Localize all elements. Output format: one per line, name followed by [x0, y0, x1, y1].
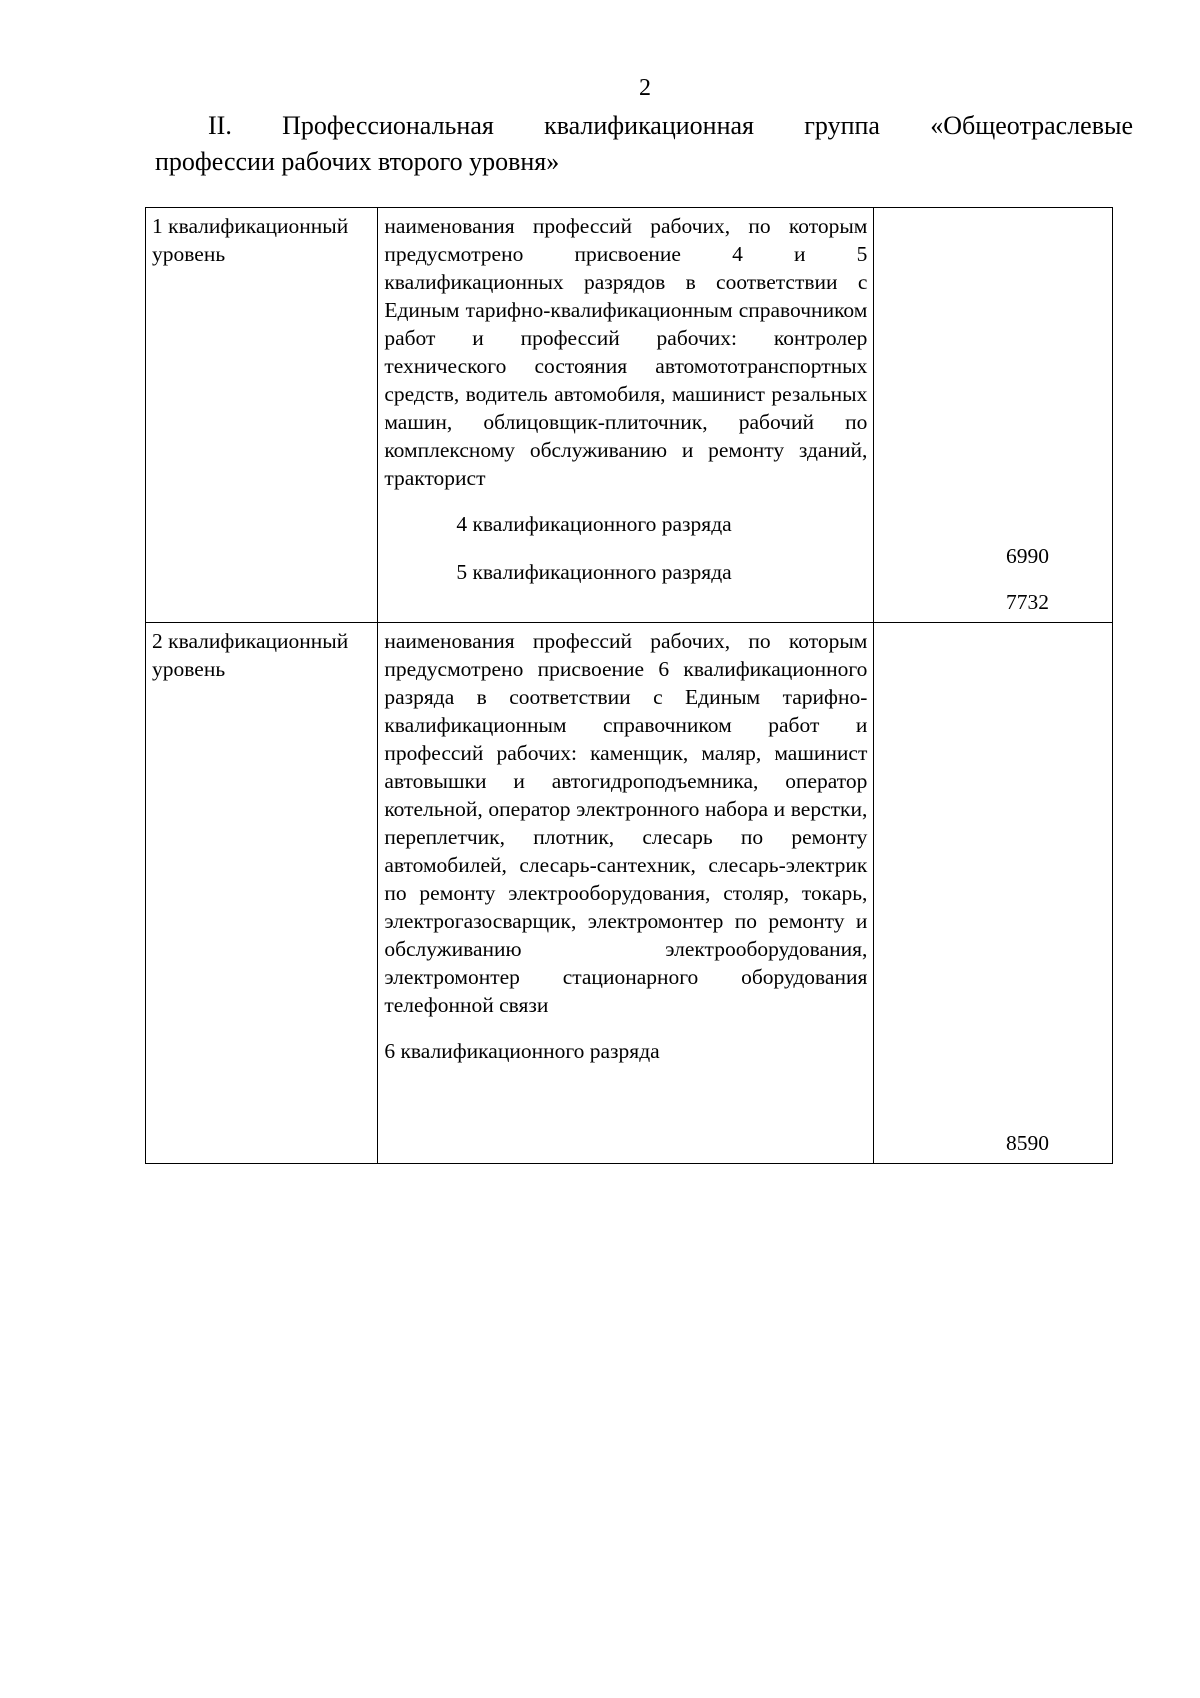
- profession-description: наименования профессий рабочих, по которым предусмотрено присвоение 4 и 5 квалификационных разрядов в соответствии с Единым тарифно-квалификационным справочником работ и профессий рабочих: контролер технического состояния автомототранспортных средств, водитель автомобиля, машинист резальных машин, облицовщик-плиточник, рабочий по комплексному обслуживанию и ремонту зданий, тракторист: [384, 214, 868, 490]
- salary-cell: [874, 208, 1113, 623]
- description-cell: [378, 623, 874, 1164]
- section-heading: [155, 108, 1133, 180]
- salary-value: 7732: [1006, 590, 1049, 614]
- level-cell: [146, 208, 378, 623]
- level-label: 1 квалификационный уровень: [152, 214, 349, 266]
- heading-line-2: профессии рабочих второго уровня»: [155, 147, 560, 176]
- salary-value: 8590: [1006, 1131, 1049, 1155]
- grade-label: 4 квалификационного разряда: [456, 512, 732, 536]
- heading-line-1: II. Профессиональная квалификационная группа «Общеотраслевые: [208, 111, 1133, 140]
- table-row: [146, 208, 1113, 623]
- profession-description: наименования профессий рабочих, по которым предусмотрено присвоение 6 квалификационного разряда в соответствии с Единым тарифно-квалификационным справочником работ и профессий рабочих: каменщик, маляр, машинист автовышки и автогидроподъемника, оператор котельной, оператор электронного набора и верстки, переплетчик, плотник, слесарь по ремонту автомобилей, слесарь-сантехник, слесарь-электрик по ремонту электрооборудования, столяр, токарь, электрогазосварщик, электромонтер по ремонту и обслуживанию электрооборудования, электромонтер стационарного оборудования телефонной связи: [384, 629, 868, 1017]
- level-cell: [146, 623, 378, 1164]
- grade-label: 5 квалификационного разряда: [456, 560, 732, 584]
- salary-value: 6990: [1006, 544, 1049, 568]
- qualification-table: [145, 207, 1113, 1164]
- table-row: [146, 623, 1113, 1164]
- description-cell: [378, 208, 874, 623]
- page-number: 2: [639, 75, 651, 101]
- salary-cell: [874, 623, 1113, 1164]
- level-label: 2 квалификационный уровень: [152, 629, 349, 681]
- grade-label: 6 квалификационного разряда: [384, 1039, 660, 1063]
